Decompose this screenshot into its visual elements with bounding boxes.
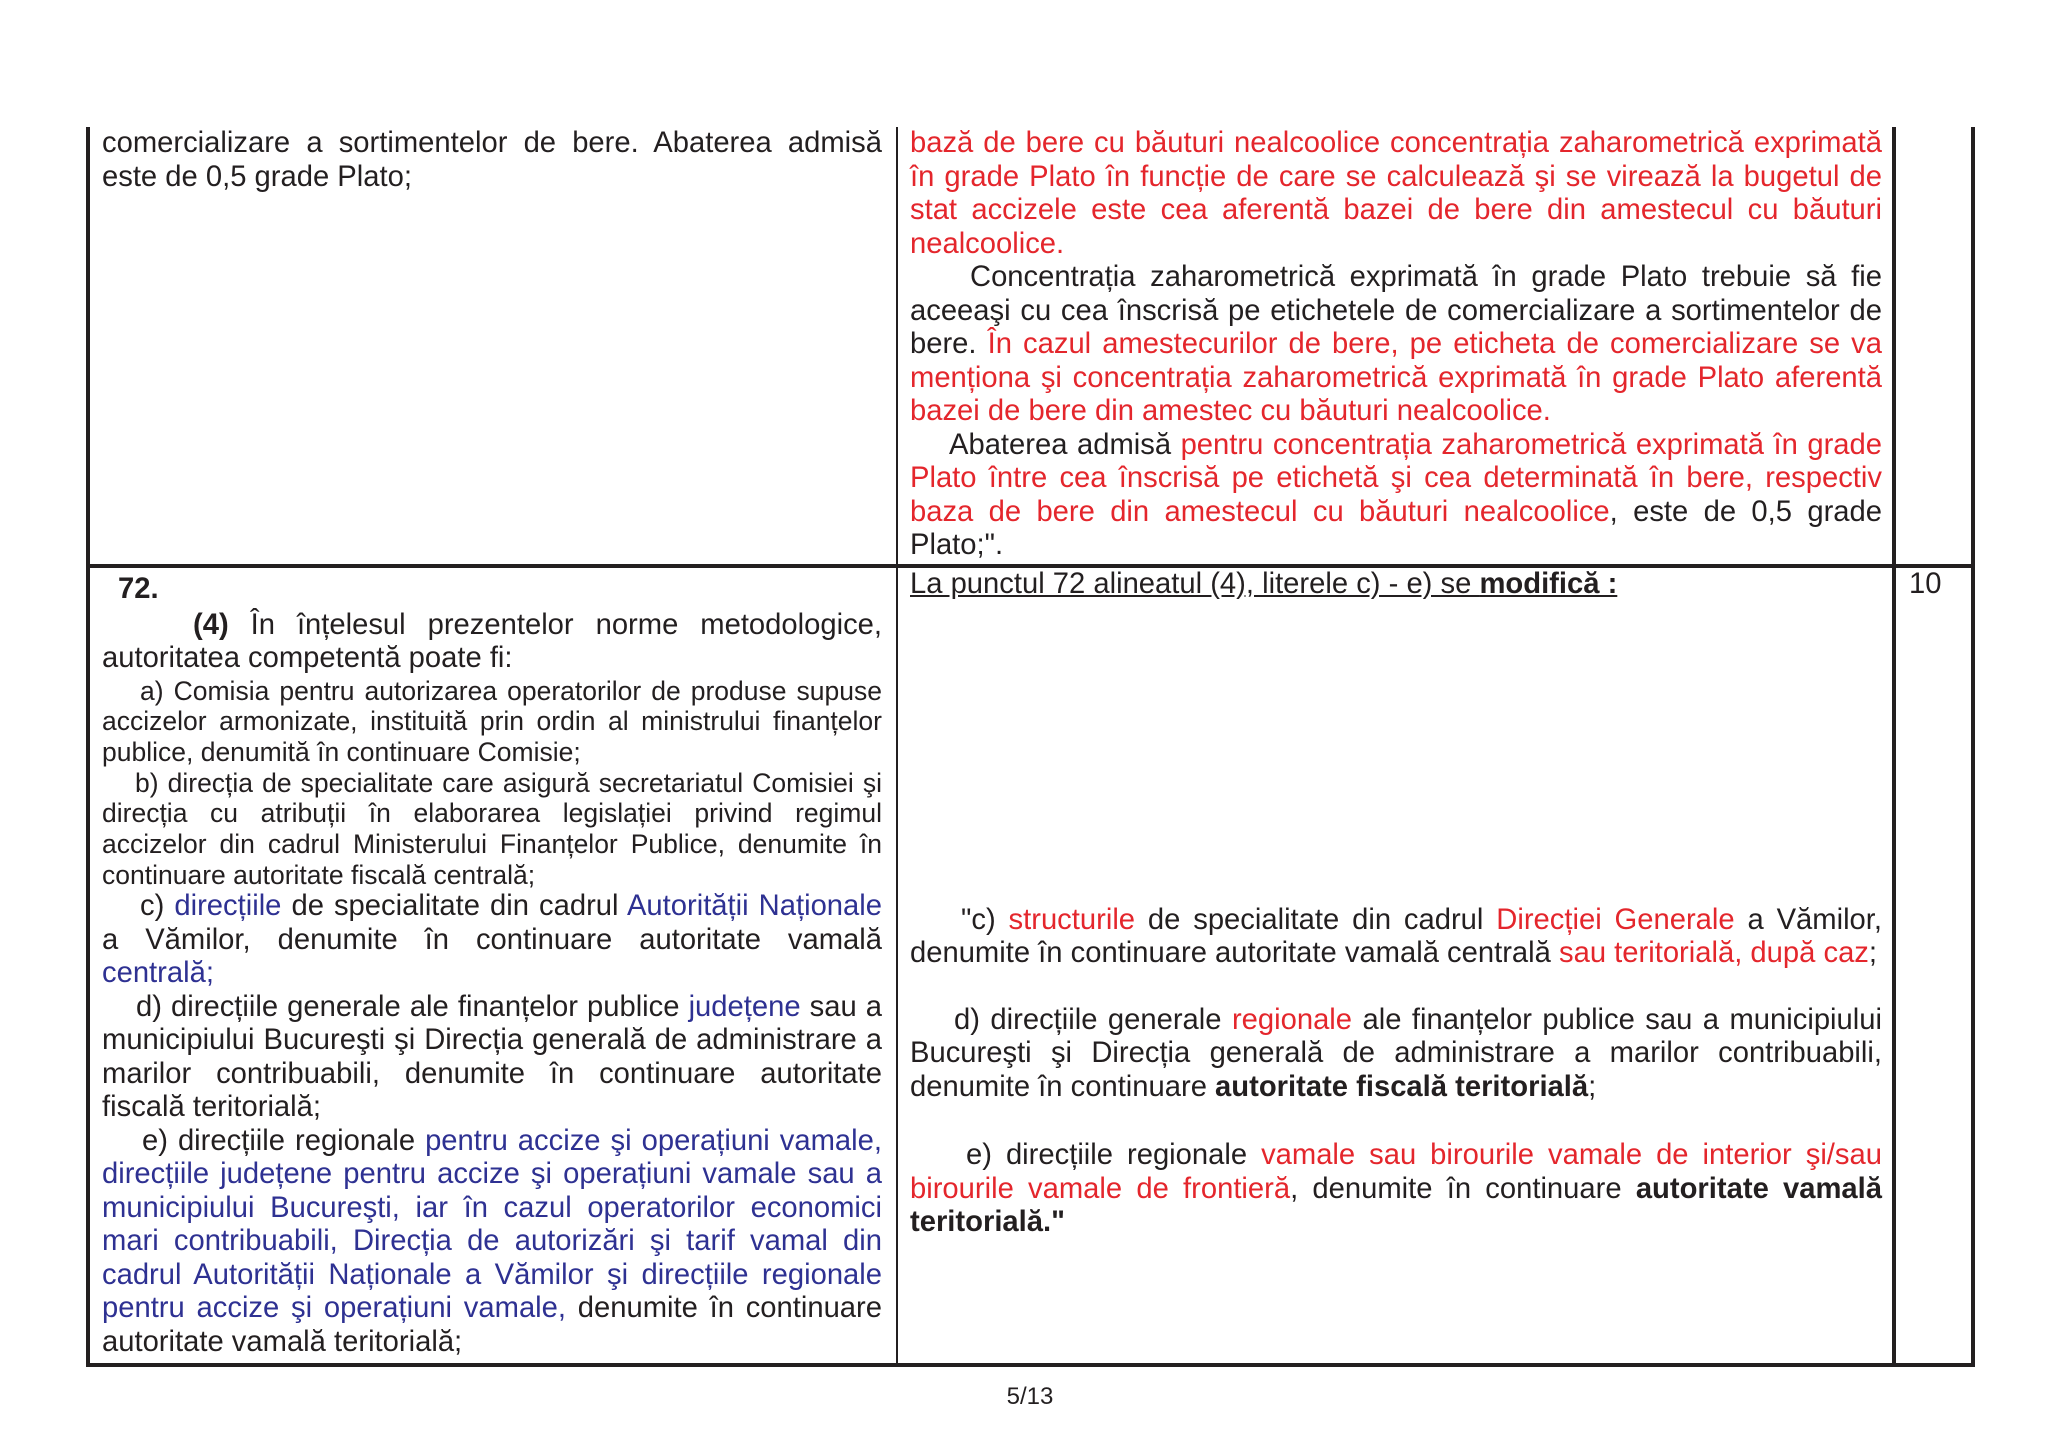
inserted-text-segment: sau teritorială, după caz [1559, 937, 1869, 969]
highlighted-text-segment: centrală; [102, 957, 214, 990]
highlighted-text-segment: direcțiile [174, 890, 282, 923]
highlighted-text-segment: județene [688, 990, 801, 1023]
item-d [910, 1004, 1882, 1105]
item-e [102, 1125, 882, 1360]
inserted-text-segment: vamale sau birourile vamale de interior şi/sau birourile vamale de frontieră [910, 1139, 1882, 1205]
text-segment: ale finanțelor publice sau a municipiului Bucureşti şi Direcția generală de administrare a marilor contribuabili, denumite în continuare [910, 1003, 1882, 1103]
item-c [102, 890, 882, 991]
point-number [102, 573, 882, 607]
row-2-proposed-text-cell [898, 568, 1892, 1240]
text-segment: comercializare a sortimentelor de bere. Abaterea admisă este de 0,5 grade Plato; [102, 127, 882, 193]
inserted-text-segment: regionale [1231, 1003, 1353, 1036]
table-right-border [1971, 127, 1975, 1367]
row-1-proposed-text-cell [898, 127, 1892, 563]
text-segment: La punctul 72 alineatul (4), literele c) - e) se [910, 568, 1480, 600]
paragraph-number: (4) [193, 608, 229, 641]
item-a [102, 676, 882, 768]
point-number-text: 72. [118, 573, 159, 605]
item-b [102, 768, 882, 891]
highlighted-text-segment: pentru accize şi operațiuni vamale, direcțiile județene pentru accize şi operațiuni vamale sau a municipiului Bucureşti, iar în cazul operatorilor economici mari contribuabili, Direcția de autorizări şi tarif vamal din cadrul Autorității Naționale a Vămilor şi direcțiile regionale pentru accize şi operațiuni vamale, [102, 1124, 882, 1325]
text-segment: c) [140, 890, 175, 923]
text-segment: d) direcțiile generale ale finanțelor publice [136, 990, 689, 1023]
text-segment: a Vămilor, denumite în continuare autoritate vamală [102, 923, 882, 956]
text-segment: denumite în continuare autoritate vamală teritorială; [102, 1292, 882, 1358]
text-segment: "c) [961, 903, 1009, 936]
item-d [102, 991, 882, 1125]
row-2-current-text-cell [90, 568, 896, 1359]
highlighted-text-segment: Autorității Naționale [626, 890, 882, 923]
paragraph [102, 127, 882, 194]
paragraph [910, 127, 1882, 261]
text-segment: , denumite în continuare [1290, 1172, 1636, 1205]
text-segment: ; [1868, 937, 1877, 969]
inserted-text-segment: Direcției Generale [1496, 903, 1735, 936]
text-segment: ; [1588, 1070, 1597, 1103]
bold-text-segment: autoritate vamală teritorială." [910, 1172, 1883, 1238]
note-number: 10 [1909, 568, 1942, 600]
text-segment: de specialitate din cadrul [281, 890, 627, 923]
text-segment: e) direcțiile regionale [966, 1139, 1262, 1171]
paragraph [910, 429, 1882, 563]
column-divider-2 [1892, 127, 1896, 1365]
inserted-text-segment: bază de bere cu băuturi nealcoolice concentrația zaharometrică exprimată în grade Plato în funcție de care se calculează şi se virează la bugetul de stat accizele este cea aferentă bazei de bere din amestecul cu băuturi nealcoolice. [910, 127, 1882, 260]
row-1-current-text-cell [90, 127, 896, 194]
inserted-text-segment: pentru concentrația zaharometrică exprimată în grade Plato între cea înscrisă pe etichetă şi cea determinată în bere, respectiv baza de bere din amestecul cu băuturi nealcoolice [910, 428, 1882, 528]
text-segment: a) Comisia pentru autorizarea operatorilor de produse supuse accizelor armonizate, instituită prin ordin al ministrului finanțelor publice, denumită în continuare Comisie; [102, 675, 882, 767]
text-segment: , este de 0,5 grade Plato;". [910, 495, 1882, 561]
inserted-text-segment: În cazul amestecurilor de bere, pe eticheta de comercializare se va menționa şi concentrația zaharometrică exprimată în grade Plato aferentă bazei de bere din amestec cu băuturi nealcoolice. [910, 328, 1882, 427]
text-segment: a Vămilor, denumite în continuare autoritate vamală centrală [910, 903, 1882, 969]
text-segment: de specialitate din cadrul [1135, 903, 1497, 936]
inserted-text-segment: structurile [1008, 903, 1136, 936]
text-segment: Concentrația zaharometrică exprimată în grade Plato trebuie să fie aceeaşi cu cea înscrisă pe etichetele de comercializare a sortimentelor de bere. [910, 261, 1882, 360]
text-segment: d) direcțiile generale [954, 1003, 1232, 1036]
row-2-note-cell [1896, 568, 1971, 602]
text-segment: b) direcția de specialitate care asigură secretariatul Comisiei şi direcția cu atribuții în elaborarea legislației privind regimul accizelor din cadrul Ministerului Finanțelor Publice, denumite în continuare autoritate fiscală centrală; [102, 767, 882, 890]
row-2-bottom-border [86, 1363, 1975, 1367]
text-segment: e) direcțiile regionale [142, 1124, 426, 1157]
paragraph-intro [102, 609, 882, 676]
text-segment: În înțelesul prezentelor norme metodologice, autoritatea competentă poate fi: [102, 608, 882, 674]
page-number: 5/13 [1006, 1383, 1054, 1410]
paragraph [910, 261, 1882, 429]
item-c [910, 904, 1882, 971]
text-segment: sau a municipiului Bucureşti şi Direcția generală de administrare a marilor contribuabili, denumite în continuare autoritate fiscală teritorială; [102, 990, 882, 1124]
bold-text-segment: autoritate fiscală teritorială [1215, 1070, 1589, 1103]
amendment-heading [910, 568, 1882, 602]
item-e [910, 1139, 1882, 1240]
text-segment: Abaterea admisă [949, 428, 1181, 461]
bold-text-segment: modifică : [1479, 568, 1618, 600]
